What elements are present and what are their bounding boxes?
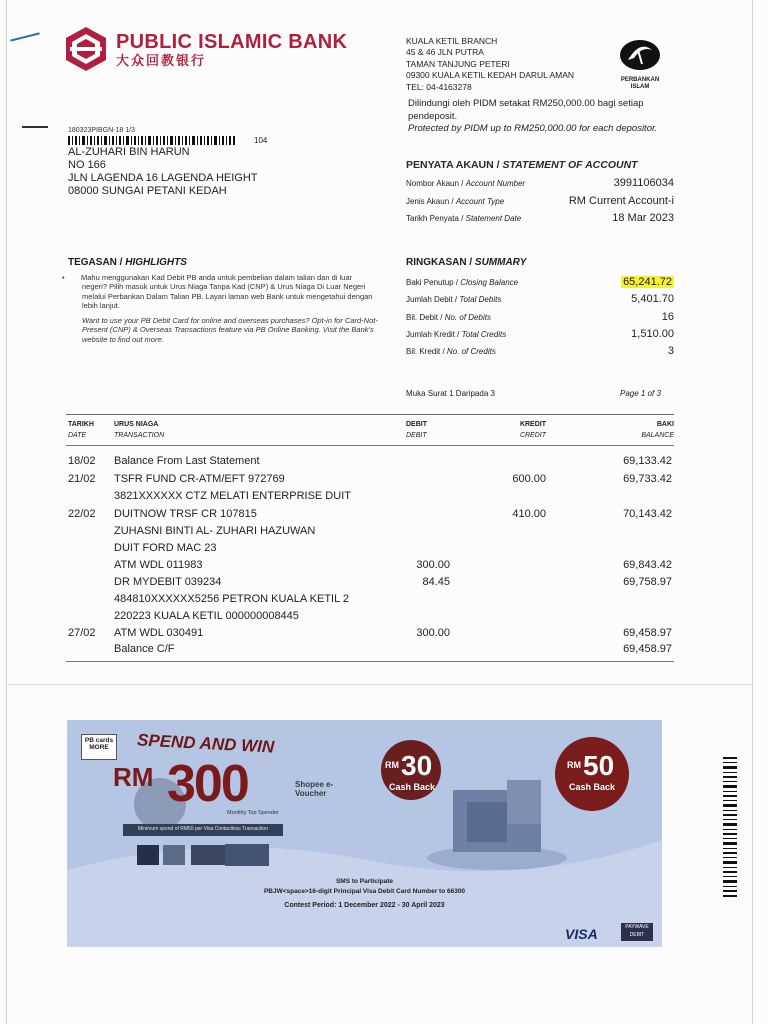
table-header-rule — [66, 445, 674, 446]
promo-rm-prefix: RM — [113, 762, 154, 792]
statement-reference: 180323PIBGN-18 1/3 — [68, 127, 135, 134]
highlights-malay: • Mahu menggunakan Kad Debit PB anda untuk pembelian dalam talian dan di luar negeri? Pilih masuk untuk Urus Niaga Tanpa Kad (CNP) & Urus Niaga Di Luar Negeri melalui Perbankan Dalam Talian PB. Layari laman web Bank untuk mengetahui dengan lebih lanjut. — [62, 273, 373, 310]
barcode-number: 104 — [254, 136, 268, 145]
account-type: RM Current Account-i — [568, 195, 674, 207]
txn-debit: 300.00 — [416, 559, 450, 571]
highlights-title: TEGASAN / HIGHLIGHTS — [68, 257, 187, 268]
txn-balance: 70,143.42 — [623, 508, 672, 520]
total-debits: 5,401.70 — [631, 293, 674, 305]
bank-name: PUBLIC ISLAMIC BANK — [116, 31, 348, 53]
header-credit: KREDIT — [519, 421, 546, 428]
highlights-english: Want to use your PB Debit Card for online and overseas purchases? Opt-in for Card-Not-Present (CNP) & Overseas Transactions feature via PB Online Banking. Visit the Bank's website to find out more. — [82, 316, 378, 344]
header-transaction: URUS NIAGA — [114, 421, 159, 428]
promo-banner — [67, 720, 662, 947]
page-fold — [8, 684, 752, 685]
header-debit: DEBIT — [406, 421, 427, 428]
pidm-malay: Dilindungi oleh PIDM setakat RM250,000.00 bagi setiap pendeposit. — [408, 98, 644, 122]
address-line: AL-ZUHARI BIN HARUN — [68, 146, 190, 158]
txn-balance: 69,458.97 — [623, 643, 672, 655]
vertical-barcode — [723, 757, 737, 897]
address-line: 08000 SUNGAI PETANI KEDAH — [68, 185, 227, 197]
txn-description: 484810XXXXXX5256 PETRON KUALA KETIL 2 — [114, 593, 350, 605]
summary-label: Baki Penutup / Closing Balance — [406, 278, 519, 287]
txn-balance: 69,458.97 — [623, 627, 672, 639]
txn-date: 21/02 — [68, 473, 96, 485]
promo-main-amount: 300 — [167, 755, 248, 813]
promo-headline: SPEND AND WIN — [136, 730, 275, 757]
promo-artwork — [67, 720, 662, 947]
branch-line: KUALA KETIL BRANCH — [406, 36, 498, 46]
customer-address — [68, 146, 258, 198]
txn-description: Balance From Last Statement — [114, 455, 260, 467]
account-number: 3991106034 — [613, 177, 674, 189]
visa-logo: VISA — [565, 926, 598, 942]
table-top-rule — [66, 414, 674, 415]
closing-balance — [574, 276, 674, 288]
highlight-marker: 65,241.72 — [623, 276, 672, 288]
txn-date: 18/02 — [68, 455, 96, 467]
address-line: JLN LAGENDA 16 LAGENDA HEIGHT — [68, 172, 258, 184]
txn-description: 3821XXXXXX CTZ MELATI ENTERPRISE DUIT — [114, 490, 351, 502]
branch-line: 45 & 46 JLN PUTRA — [406, 47, 484, 58]
txn-balance: 69,133.42 — [623, 455, 672, 467]
pidm-english: Protected by PIDM up to RM250,000.00 for each depositor. — [408, 123, 658, 134]
header-debit-en: DEBIT — [406, 432, 427, 439]
txn-date: 27/02 — [68, 627, 96, 639]
islam-logo-text: PERBANKAN ISLAM — [620, 77, 660, 90]
total-credits: 1,510.00 — [631, 328, 674, 340]
cashback2-amount: 50 — [583, 750, 615, 781]
promo-voucher: Shopee e-Voucher — [295, 780, 334, 798]
field-label: Jenis Akaun / Account Type — [406, 197, 505, 206]
summary-title: RINGKASAN / SUMMARY — [406, 257, 527, 268]
branch-line: 09300 KUALA KETIL KEDAH DARUL AMAN — [406, 70, 575, 81]
statement-date: 18 Mar 2023 — [612, 212, 674, 224]
statement-title — [406, 159, 638, 171]
perbankan-islam-logo — [612, 38, 668, 90]
branch-address — [406, 36, 574, 93]
txn-credit: 410.00 — [512, 508, 546, 520]
txn-balance: 69,843.42 — [623, 559, 672, 571]
fold-mark — [22, 126, 48, 128]
txn-description: ATM WDL 011983 — [114, 559, 203, 571]
cashback1-amount: 30 — [401, 750, 433, 781]
number-of-credits: 3 — [667, 345, 674, 357]
statement-title-malay: PENYATA AKAUN / — [406, 159, 500, 171]
branch-line: TAMAN TANJUNG PETERI — [406, 58, 510, 69]
address-line: NO 166 — [68, 159, 106, 171]
txn-description: Balance C/F — [114, 643, 175, 655]
cashback2-rm: RM — [567, 760, 581, 770]
txn-description: 220223 KUALA KETIL 000000008445 — [114, 610, 299, 622]
cashback2-label: Cash Back — [568, 782, 616, 792]
postal-barcode — [68, 136, 238, 145]
cashback1-rm: RM — [385, 760, 399, 770]
page-number-english: Page 1 of 3 — [620, 389, 661, 398]
cashback1-label: Cash Back — [388, 782, 436, 792]
promo-sms-format: PBJW<space>16-digit Principal Visa Debit Card Number to 66300 — [263, 888, 466, 895]
summary-label: Bil. Kredit / No. of Credits — [406, 347, 496, 356]
promo-minimum: Minimum spend of RM50 per Visa Contactless Transaction — [138, 826, 268, 832]
table-bottom-rule — [66, 661, 674, 662]
page-number-malay: Muka Surat 1 Daripada 3 — [406, 389, 495, 398]
branch-line: TEL: 04-4163278 — [406, 81, 472, 92]
txn-credit: 600.00 — [512, 473, 546, 485]
header-date: TARIKH — [68, 421, 94, 428]
bank-name-chinese: 大众回教银行 — [116, 53, 207, 68]
scan-edge-left — [6, 0, 7, 1024]
txn-date: 22/02 — [68, 508, 96, 520]
txn-description: DUITNOW TRSF CR 107815 — [114, 508, 257, 520]
perbankan-islam-icon — [612, 38, 668, 72]
header-balance-en: BALANCE — [641, 432, 674, 439]
pb-cards-badge: PB cards MORE — [81, 734, 117, 760]
paywave-debit-badge: PAYWAVE DEBIT — [621, 923, 653, 941]
txn-description: TSFR FUND CR-ATM/EFT 972769 — [114, 473, 285, 485]
promo-period: Contest Period: 1 December 2022 - 30 April 2023 — [284, 902, 445, 909]
txn-balance: 69,758.97 — [623, 576, 672, 588]
txn-description: ATM WDL 030491 — [114, 627, 204, 639]
field-label: Nombor Akaun / Account Number — [406, 179, 526, 188]
promo-sub: Monthly Top Spender — [227, 810, 279, 816]
field-label: Tarikh Penyata / Statement Date — [406, 214, 522, 223]
summary-label: Jumlah Kredit / Total Credits — [406, 330, 507, 339]
txn-description: DUIT FORD MAC 23 — [114, 542, 217, 554]
highlights-body — [62, 273, 378, 350]
txn-description: DR MYDEBIT 039234 — [114, 576, 222, 588]
pidm-notice — [408, 98, 688, 136]
number-of-debits: 16 — [661, 311, 674, 323]
scan-edge-right — [752, 0, 753, 1024]
txn-balance: 69,733.42 — [623, 473, 672, 485]
promo-sms: SMS to Participate — [335, 878, 394, 885]
header-balance: BAKI — [656, 421, 674, 428]
txn-debit: 300.00 — [416, 627, 450, 639]
header-transaction-en: TRANSACTION — [114, 432, 165, 439]
summary-label: Bil. Debit / No. of Debits — [406, 313, 491, 322]
pib-logo-icon — [64, 26, 108, 72]
txn-description: ZUHASNI BINTI AL- ZUHARI HAZUWAN — [114, 525, 316, 537]
statement-title-english: STATEMENT OF ACCOUNT — [502, 159, 638, 171]
header-date-en: DATE — [68, 432, 87, 439]
summary-label: Jumlah Debit / Total Debits — [406, 295, 502, 304]
txn-debit: 84.45 — [422, 576, 450, 588]
header-credit-en: CREDIT — [519, 432, 546, 439]
